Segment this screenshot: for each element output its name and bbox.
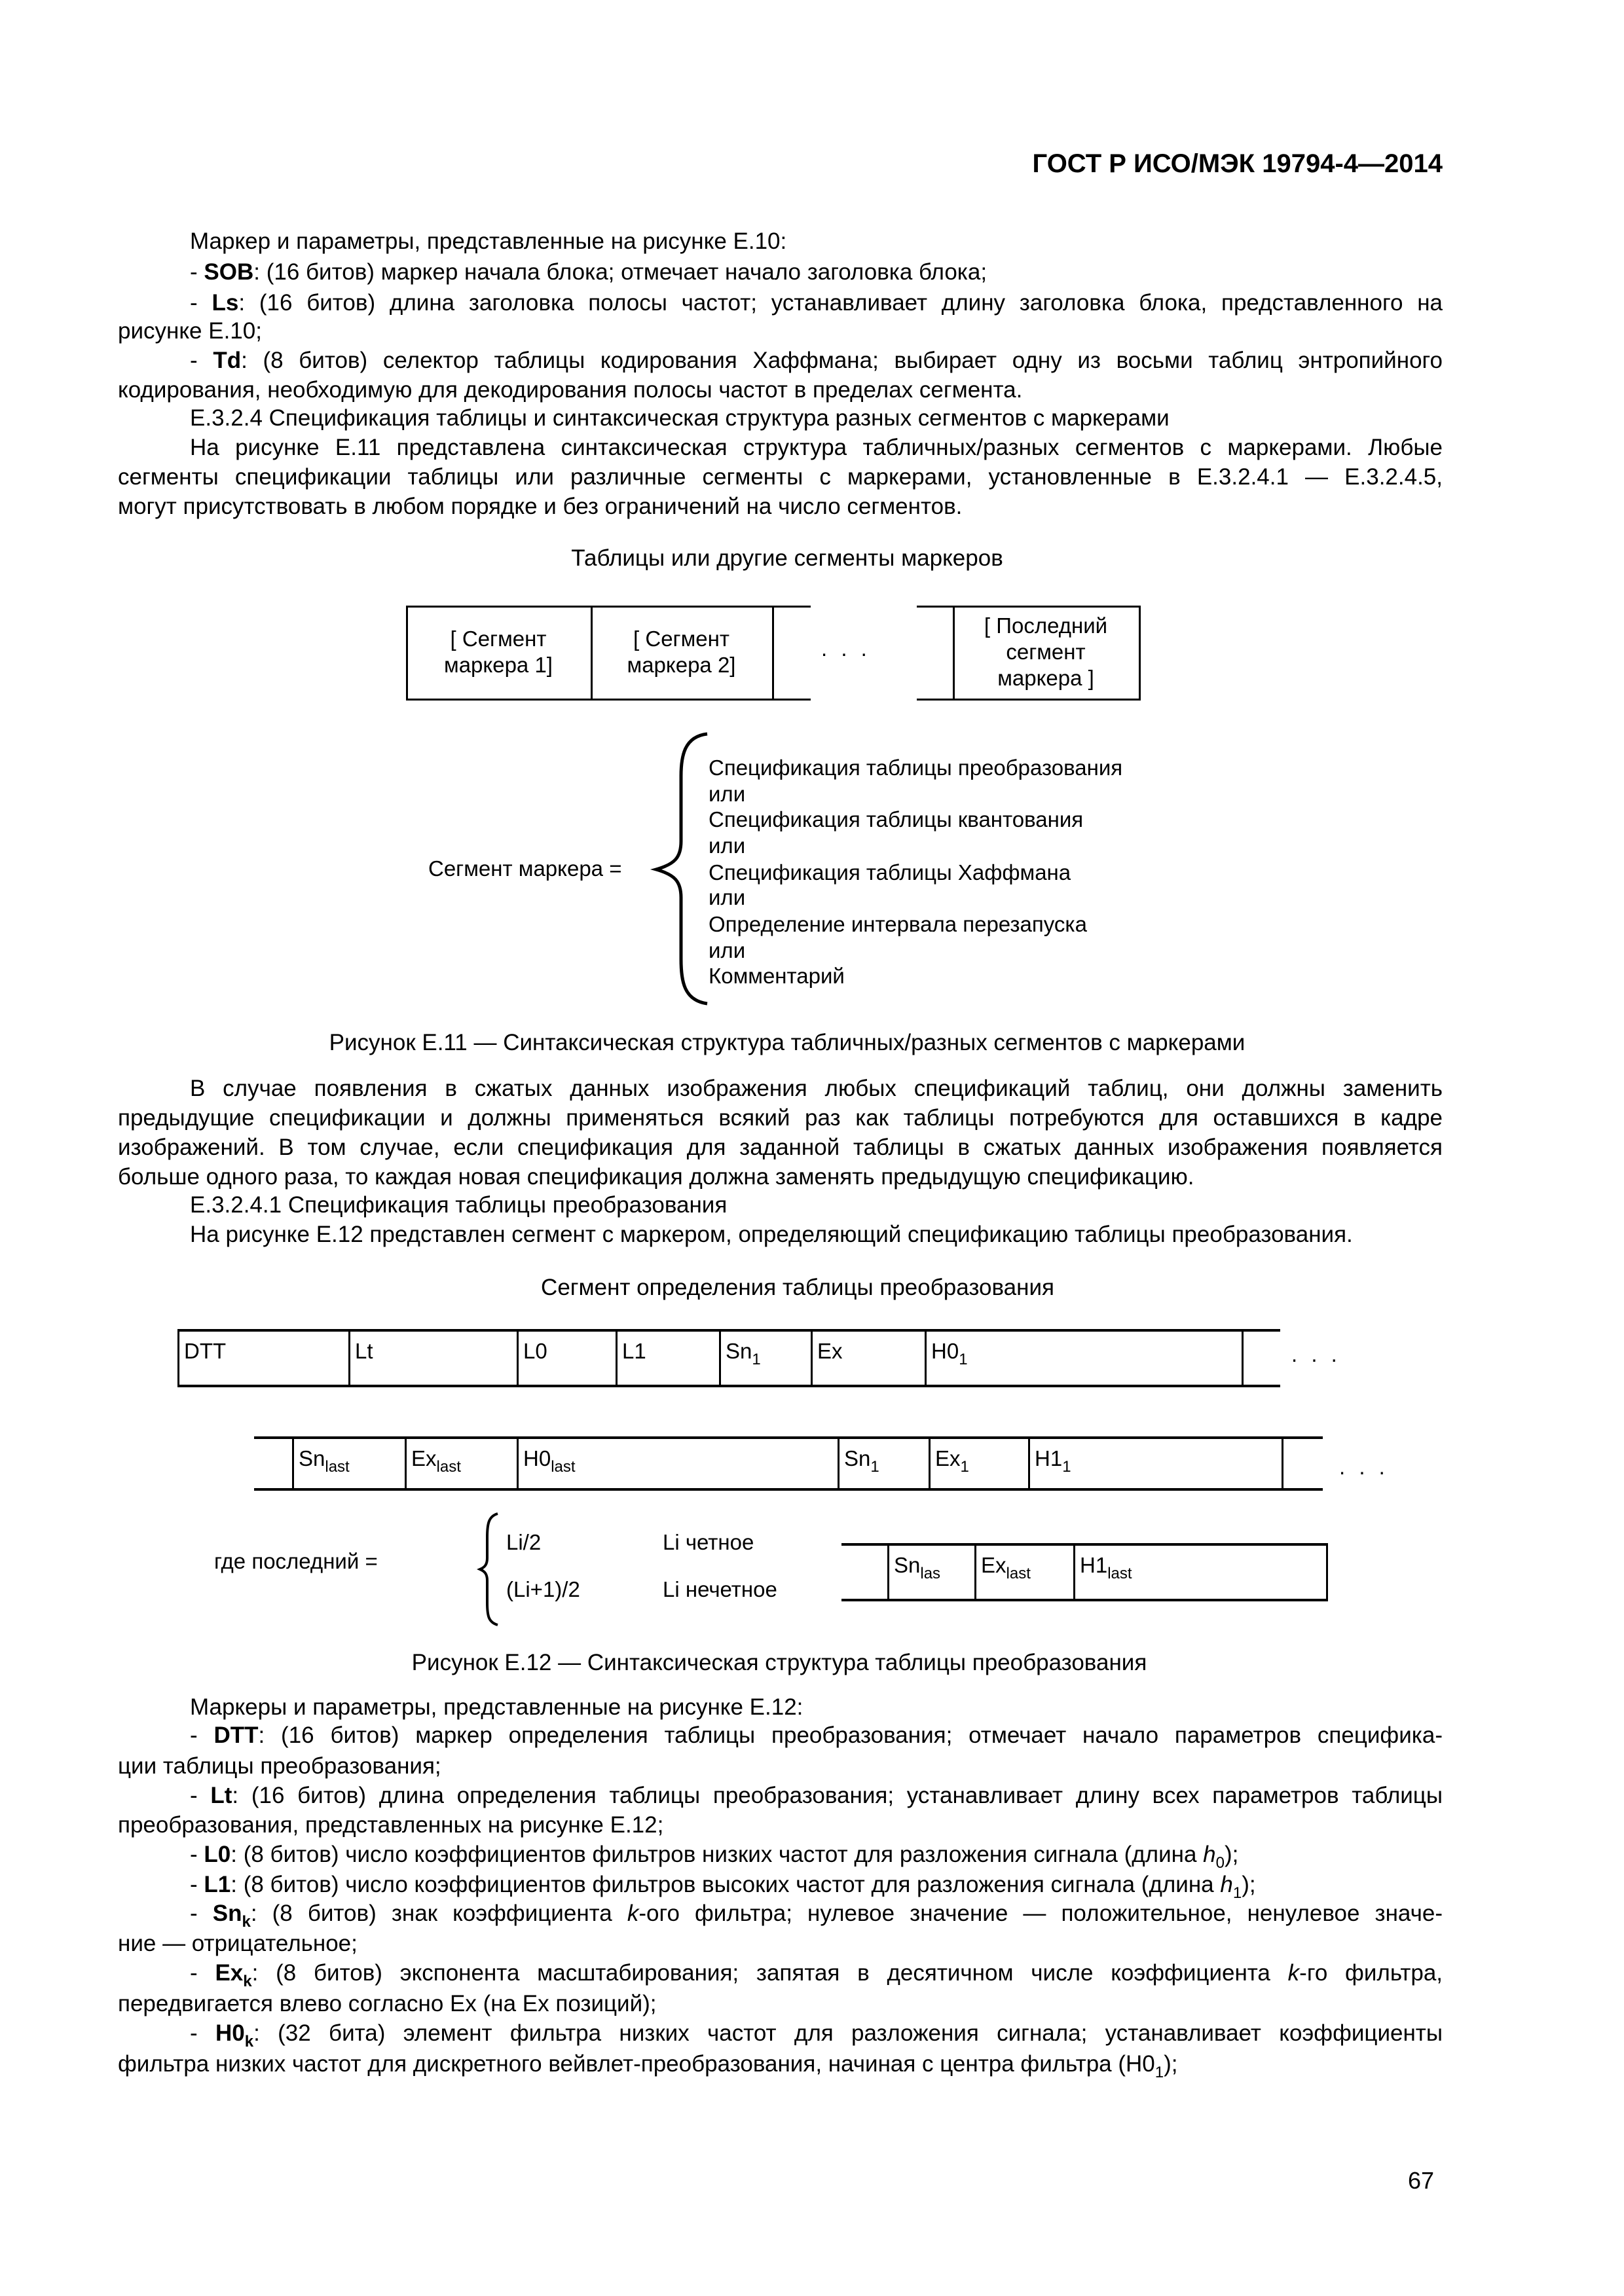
- text-line: [190, 2018, 1443, 2048]
- text-run: );: [1242, 1872, 1256, 1897]
- option-item: или: [709, 938, 746, 962]
- text-run: рисунке Е.10;: [118, 318, 262, 344]
- field-name: H0: [523, 1446, 551, 1470]
- parameter-name: Sn: [212, 1901, 242, 1926]
- field-name: Ex: [981, 1553, 1006, 1577]
- text-line: [190, 346, 1443, 375]
- text-line: [118, 1133, 1443, 1162]
- text-run: -: [190, 2020, 215, 2046]
- text-line: [190, 1692, 1443, 1722]
- document-header: ГОСТ Р ИСО/МЭК 19794-4—2014: [1032, 149, 1443, 178]
- text-line: [118, 462, 1443, 492]
- text-run: : (8 битов) селектор таблицы кодирования Хаффмана; выбирает одну из восьми таблиц энтропийного: [241, 348, 1443, 373]
- text-run: Е.3.2.4.1 Спецификация таблицы преобразования: [190, 1192, 728, 1218]
- marker-segment-box: [953, 613, 1139, 691]
- subscript: 0: [1215, 1854, 1225, 1872]
- text-line: [190, 1899, 1443, 1931]
- parameter-name: Ex: [215, 1960, 244, 1986]
- italic-symbol: k: [627, 1901, 639, 1926]
- parameter-name: Td: [213, 348, 242, 373]
- page-number: 67: [1408, 2167, 1435, 2194]
- parameter-subscript: k: [243, 1973, 252, 1990]
- text-run: -ого фильтра; нулевое значение — положительное, ненулевое значе-: [638, 1901, 1443, 1926]
- row1-field: [622, 1338, 646, 1364]
- curly-brace-icon: [477, 1511, 503, 1628]
- box-label-line: маркера 1]: [444, 653, 553, 677]
- row2-divider: [405, 1436, 407, 1488]
- row1-field: [523, 1338, 547, 1364]
- ellipsis: . . .: [1291, 1342, 1341, 1366]
- text-run: -: [190, 1901, 213, 1926]
- figure-e12-title: Сегмент определения таблицы преобразования: [541, 1275, 1054, 1300]
- ellipsis: . . .: [1339, 1455, 1389, 1479]
- italic-symbol: h: [1203, 1842, 1216, 1867]
- curly-brace-icon: [648, 730, 714, 1008]
- text-line: [190, 403, 1443, 433]
- row2-field: [299, 1446, 350, 1476]
- row2-field: [1035, 1446, 1071, 1476]
- parameter-name: H0: [215, 2020, 245, 2046]
- option-item: Спецификация таблицы квантования: [709, 807, 1084, 831]
- case-cond-odd: Li нечетное: [663, 1577, 777, 1601]
- row2-field: [523, 1446, 576, 1476]
- text-line: [118, 1103, 1443, 1133]
- text-line: [190, 1721, 1443, 1750]
- row1-bottom-line: [177, 1385, 1280, 1387]
- row1-divider: [517, 1329, 519, 1385]
- text-run: : (32 бита) элемент фильтра низких частот для разложения сигнала; устанавливает коэффициенты: [253, 2020, 1443, 2046]
- figure-e12-caption: Рисунок Е.12 — Синтаксическая структура таблицы преобразования: [411, 1650, 1147, 1675]
- text-line: [118, 375, 1443, 405]
- text-line: [190, 1958, 1443, 1988]
- box-top-line: [406, 606, 811, 608]
- text-line: [190, 433, 1443, 462]
- row2-field: [844, 1446, 879, 1476]
- row2-field: [411, 1446, 461, 1476]
- text-line: [190, 1074, 1443, 1103]
- row2-field: [935, 1446, 969, 1476]
- text-line: [118, 1810, 1443, 1840]
- row2-divider: [1282, 1436, 1283, 1488]
- option-item: или: [709, 885, 746, 909]
- text-run: Маркер и параметры, представленные на рисунке Е.10:: [190, 228, 787, 254]
- field-name: Ex: [411, 1446, 437, 1470]
- marker-segment-box: [591, 626, 772, 678]
- text-run: преобразования, представленных на рисунке Е.12;: [118, 1812, 664, 1838]
- text-line: [190, 1190, 1443, 1220]
- box-label-line: [ Сегмент: [633, 627, 729, 651]
- text-line: [190, 257, 1443, 287]
- row1-field: [931, 1338, 968, 1368]
- italic-symbol: h: [1220, 1872, 1233, 1897]
- field-name: L1: [622, 1339, 646, 1363]
- box-label-line: маркера 2]: [627, 653, 736, 677]
- row3-field: [894, 1552, 941, 1582]
- text-line: [190, 288, 1443, 318]
- row3-field: [1080, 1552, 1132, 1582]
- box-divider: [772, 606, 774, 701]
- row3-divider: [1073, 1543, 1075, 1599]
- field-name: Sn: [299, 1446, 325, 1470]
- row3-bottom-line: [841, 1599, 1328, 1601]
- text-run: );: [1225, 1842, 1239, 1867]
- text-line: [118, 1751, 1443, 1781]
- option-item: Определение интервала перезапуска: [709, 912, 1087, 936]
- parameter-name: L0: [204, 1842, 231, 1867]
- option-item: или: [709, 833, 746, 858]
- text-run: На рисунке Е.11 представлена синтаксическая структура табличных/разных сегментов с маркерами. Любые: [190, 435, 1443, 460]
- field-name: Sn: [726, 1339, 752, 1363]
- box-divider: [1139, 606, 1141, 701]
- text-run: передвигается влево согласно Ex (на Ex позиций);: [118, 1991, 657, 2016]
- row1-divider: [1242, 1329, 1244, 1385]
- field-subscript: last: [1006, 1565, 1031, 1582]
- field-subscript: 1: [959, 1351, 968, 1368]
- option-item: Спецификация таблицы преобразования: [709, 756, 1123, 780]
- text-run: : (8 битов) экспонента масштабирования; запятая в десятичном числе коэффициента: [251, 1960, 1288, 1986]
- row3-top-line: [841, 1543, 1328, 1546]
- box-label-line: маркера ]: [997, 666, 1094, 690]
- box-bottom-line: [406, 699, 811, 701]
- text-run: могут присутствовать в любом порядке и без ограничений на число сегментов.: [118, 494, 963, 519]
- subscript: 1: [1232, 1884, 1242, 1902]
- definition-label: Сегмент маркера =: [428, 856, 622, 881]
- row3-field: [981, 1552, 1031, 1582]
- text-run: предыдущие спецификации и должны применяться всякий раз как таблицы потребуются для оставшихся в кадре: [118, 1105, 1443, 1131]
- box-label-line: сегмент: [1006, 640, 1086, 664]
- box-label-line: [ Сегмент: [450, 627, 547, 651]
- text-line: [190, 1840, 1443, 1872]
- text-run: ции таблицы преобразования;: [118, 1753, 441, 1779]
- field-name: Sn: [844, 1446, 871, 1470]
- row1-divider: [616, 1329, 618, 1385]
- text-run: : (16 битов) маркер начала блока; отмечает начало заголовка блока;: [253, 259, 987, 285]
- parameter-subscript: k: [244, 2033, 254, 2050]
- row2-divider: [517, 1436, 519, 1488]
- text-run: -: [190, 1783, 211, 1808]
- row2-bottom-line: [254, 1488, 1323, 1491]
- text-run: -: [190, 259, 204, 285]
- field-subscript: las: [920, 1565, 941, 1582]
- text-run: -: [190, 1842, 204, 1867]
- text-run: : (8 битов) знак коэффициента: [250, 1901, 627, 1926]
- text-run: ние — отрицательное;: [118, 1931, 358, 1956]
- parameter-name: Lt: [210, 1783, 232, 1808]
- text-run: : (16 битов) длина определения таблицы преобразования; устанавливает длину всех параметров таблицы: [232, 1783, 1443, 1808]
- text-line: [190, 1781, 1443, 1810]
- row3-divider: [1326, 1543, 1328, 1599]
- text-run: фильтра низких частот для дискретного вейвлет-преобразования, начиная с центра фильтра (H0: [118, 2051, 1155, 2077]
- row1-divider: [177, 1329, 179, 1385]
- field-name: Lt: [355, 1339, 373, 1363]
- parameter-name: SOB: [204, 259, 254, 285]
- text-line: [190, 227, 1443, 256]
- field-subscript: 1: [1062, 1458, 1071, 1476]
- parameter-name: Ls: [212, 290, 239, 316]
- field-name: Ex: [935, 1446, 961, 1470]
- field-name: DTT: [184, 1339, 227, 1363]
- row1-field: [726, 1338, 761, 1368]
- field-name: L0: [523, 1339, 547, 1363]
- text-run: -: [190, 348, 213, 373]
- option-item: или: [709, 782, 746, 806]
- text-run: Маркеры и параметры, представленные на рисунке Е.12:: [190, 1694, 803, 1720]
- figure-e11-title: Таблицы или другие сегменты маркеров: [571, 545, 1003, 571]
- text-run: -: [190, 1722, 214, 1748]
- text-line: [190, 1220, 1443, 1249]
- field-name: H1: [1080, 1553, 1108, 1577]
- field-subscript: 1: [752, 1351, 761, 1368]
- row3-divider: [887, 1543, 889, 1599]
- text-run: Е.3.2.4 Спецификация таблицы и синтаксическая структура разных сегментов с маркерами: [190, 405, 1170, 431]
- row3-divider: [974, 1543, 976, 1599]
- text-run: В случае появления в сжатых данных изображения любых спецификаций таблиц, они должны заменить: [190, 1076, 1443, 1101]
- subscript: 1: [1154, 2064, 1164, 2081]
- field-subscript: last: [1107, 1565, 1132, 1582]
- text-line: [118, 316, 1443, 346]
- parameter-subscript: k: [242, 1913, 251, 1931]
- text-run: : (8 битов) число коэффициентов фильтров низких частот для разложения сигнала (длина: [231, 1842, 1204, 1867]
- case-expr-even: Li/2: [506, 1530, 542, 1554]
- text-run: : (16 битов) маркер определения таблицы преобразования; отмечает начало параметров специфика-: [258, 1722, 1443, 1748]
- box-top-line: [917, 606, 1141, 608]
- case-cond-even: Li четное: [663, 1530, 754, 1554]
- field-subscript: 1: [870, 1458, 879, 1476]
- text-line: [190, 1870, 1443, 1902]
- row2-divider: [838, 1436, 840, 1488]
- case-expr-odd: (Li+1)/2: [506, 1577, 580, 1601]
- row1-field: [355, 1338, 373, 1364]
- italic-symbol: k: [1287, 1960, 1300, 1986]
- text-run: сегменты спецификации таблицы или различные сегменты с маркерами, установленные в Е.3.2.4.1 — Е.3.2.4.5,: [118, 464, 1443, 490]
- field-subscript: last: [436, 1458, 461, 1476]
- row1-divider: [811, 1329, 813, 1385]
- text-run: -: [190, 1960, 215, 1986]
- row1-divider: [925, 1329, 927, 1385]
- row2-divider: [292, 1436, 294, 1488]
- text-run: );: [1164, 2051, 1178, 2077]
- where-label: где последний =: [214, 1549, 378, 1573]
- field-subscript: last: [325, 1458, 350, 1476]
- row2-divider: [1028, 1436, 1030, 1488]
- field-name: H1: [1035, 1446, 1063, 1470]
- figure-e11-caption: Рисунок Е.11 — Синтаксическая структура табличных/разных сегментов с маркерами: [329, 1030, 1246, 1055]
- option-item: Комментарий: [709, 964, 845, 988]
- field-name: Ex: [817, 1339, 843, 1363]
- row1-field: [184, 1338, 226, 1364]
- box-bottom-line: [917, 699, 1141, 701]
- parameter-name: L1: [204, 1872, 231, 1897]
- ellipsis: . . .: [821, 636, 871, 661]
- box-label-line: [ Последний: [984, 613, 1108, 638]
- row2-divider: [929, 1436, 931, 1488]
- text-run: : (16 битов) длина заголовка полосы частот; устанавливает длину заголовка блока, представленного на: [238, 290, 1443, 316]
- text-run: -: [190, 1872, 204, 1897]
- text-line: [118, 1929, 1443, 1958]
- field-name: H0: [931, 1339, 959, 1363]
- row1-divider: [719, 1329, 721, 1385]
- field-subscript: 1: [960, 1458, 969, 1476]
- text-line: [118, 1989, 1443, 2018]
- parameter-name: DTT: [213, 1722, 259, 1748]
- text-run: -го фильтра,: [1299, 1960, 1443, 1986]
- row1-divider: [348, 1329, 350, 1385]
- option-item: Спецификация таблицы Хаффмана: [709, 860, 1071, 884]
- text-run: На рисунке Е.12 представлен сегмент с маркером, определяющий спецификацию таблицы преобразования.: [190, 1222, 1353, 1247]
- text-run: : (8 битов) число коэффициентов фильтров высоких частот для разложения сигнала (длина: [231, 1872, 1221, 1897]
- row2-top-line: [254, 1436, 1323, 1439]
- field-name: Sn: [894, 1553, 921, 1577]
- text-run: больше одного раза, то каждая новая спецификация должна заменять предыдущую спецификацию.: [118, 1164, 1194, 1190]
- text-run: -: [190, 290, 212, 316]
- row1-top-line: [177, 1329, 1280, 1332]
- text-run: изображений. В том случае, если спецификация для заданной таблицы в сжатых данных изображения появляется: [118, 1135, 1443, 1160]
- text-line: [118, 1162, 1443, 1192]
- text-line: [118, 2049, 1443, 2079]
- text-run: кодирования, необходимую для декодирования полосы частот в пределах сегмента.: [118, 377, 1023, 403]
- text-line: [118, 492, 1443, 521]
- row1-field: [817, 1338, 843, 1364]
- marker-segment-box: [406, 626, 591, 678]
- field-subscript: last: [551, 1458, 576, 1476]
